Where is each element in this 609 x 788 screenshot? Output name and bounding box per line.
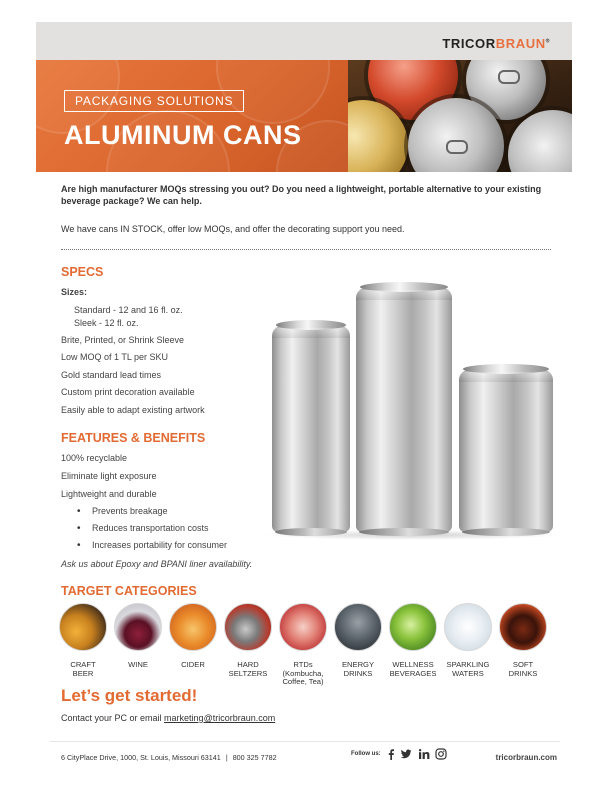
category-wine: WINE: [112, 603, 164, 670]
hero-banner: [36, 60, 572, 172]
cta-heading: Let’s get started!: [61, 686, 198, 705]
hero-can-photo: [348, 60, 572, 172]
footer-address: [61, 753, 277, 762]
follow-us-label: Follow us:: [351, 751, 381, 757]
features-heading: FEATURES & BENEFITS: [61, 431, 206, 445]
liner-note: Ask us about Epoxy and BPANI liner availability.: [61, 559, 253, 569]
aluminum-cans-illustration: [262, 280, 562, 540]
wine-glass-icon: [114, 603, 162, 651]
dotted-divider: [61, 249, 551, 250]
hero-orange-panel: [36, 60, 348, 172]
logo-tricor: TRICOR: [442, 36, 496, 51]
logo-braun: BRAUN: [495, 36, 546, 51]
specs-heading: SPECS: [61, 265, 104, 279]
spec-item: Custom print decoration available: [61, 387, 195, 397]
category-wellness-beverages: WELLNESS BEVERAGES: [387, 603, 439, 678]
packaging-solutions-tag: PACKAGING SOLUTIONS: [64, 90, 244, 112]
soda-glass-icon: [499, 603, 547, 651]
can-16oz: [356, 288, 452, 532]
website-link[interactable]: tricorbraun.com: [495, 753, 557, 762]
rtd-drink-icon: [279, 603, 327, 651]
category-rtds: RTDs (Kombucha, Coffee, Tea): [277, 603, 329, 687]
category-craft-beer: CRAFT BEER: [57, 603, 109, 678]
intro-instock: We have cans IN STOCK, offer low MOQs, and offer the decorating support you need.: [61, 224, 405, 234]
linkedin-icon[interactable]: [418, 748, 430, 760]
contact-line: [61, 713, 275, 723]
twitter-icon[interactable]: [400, 748, 412, 760]
feature-item: Lightweight and durable: [61, 489, 157, 499]
sizes-label: Sizes:: [61, 287, 88, 297]
spec-item: Easily able to adapt existing artwork: [61, 405, 205, 415]
beer-glass-icon: [59, 603, 107, 651]
size-sleek: Sleek - 12 fl. oz.: [74, 318, 139, 328]
target-categories-heading: TARGET CATEGORIES: [61, 584, 197, 598]
feature-bullet: • Increases portability for consumer: [92, 540, 227, 550]
spec-item: Brite, Printed, or Shrink Sleeve: [61, 335, 185, 345]
facebook-icon[interactable]: [385, 748, 397, 760]
spec-item: Gold standard lead times: [61, 370, 162, 380]
cider-glass-icon: [169, 603, 217, 651]
energy-drink-icon: [334, 603, 382, 651]
can-12oz: [459, 370, 553, 532]
seltzer-can-icon: [224, 603, 272, 651]
size-standard: Standard - 12 and 16 fl. oz.: [74, 305, 183, 315]
feature-bullet: • Prevents breakage: [92, 506, 168, 516]
footer-separator: |: [225, 753, 228, 762]
target-categories: [57, 603, 557, 693]
page-title: ALUMINUM CANS: [64, 120, 302, 150]
header-bar: [36, 22, 572, 60]
email-link[interactable]: marketing@tricorbraun.com: [164, 713, 276, 723]
category-cider: CIDER: [167, 603, 219, 670]
logo-registered: ®: [545, 38, 550, 45]
can-sleek: [272, 326, 350, 532]
phone-number[interactable]: 800 325 7782: [232, 753, 277, 762]
instagram-icon[interactable]: [435, 748, 447, 760]
feature-bullet: • Reduces transportation costs: [92, 523, 209, 533]
spec-item: Low MOQ of 1 TL per SKU: [61, 352, 169, 362]
category-energy-drinks: ENERGY DRINKS: [332, 603, 384, 678]
feature-item: 100% recyclable: [61, 453, 128, 463]
category-sparkling-waters: SPARKLING WATERS: [442, 603, 494, 678]
lime-icon: [389, 603, 437, 651]
sparkling-water-icon: [444, 603, 492, 651]
contact-prefix: Contact your PC or email: [61, 713, 165, 723]
intro-question: Are high manufacturer MOQs stressing you out? Do you need a lightweight, portable alternative to your existing beverage package? We can help.: [61, 184, 542, 206]
tricorbraun-logo[interactable]: [442, 36, 550, 51]
address: 6 CityPlace Drive, 1000, St. Louis, Missouri 63141: [61, 753, 221, 762]
category-soft-drinks: SOFT DRINKS: [497, 603, 549, 678]
feature-item: Eliminate light exposure: [61, 471, 157, 481]
footer-divider: [50, 741, 560, 742]
category-hard-seltzers: HARD SELTZERS: [222, 603, 274, 678]
